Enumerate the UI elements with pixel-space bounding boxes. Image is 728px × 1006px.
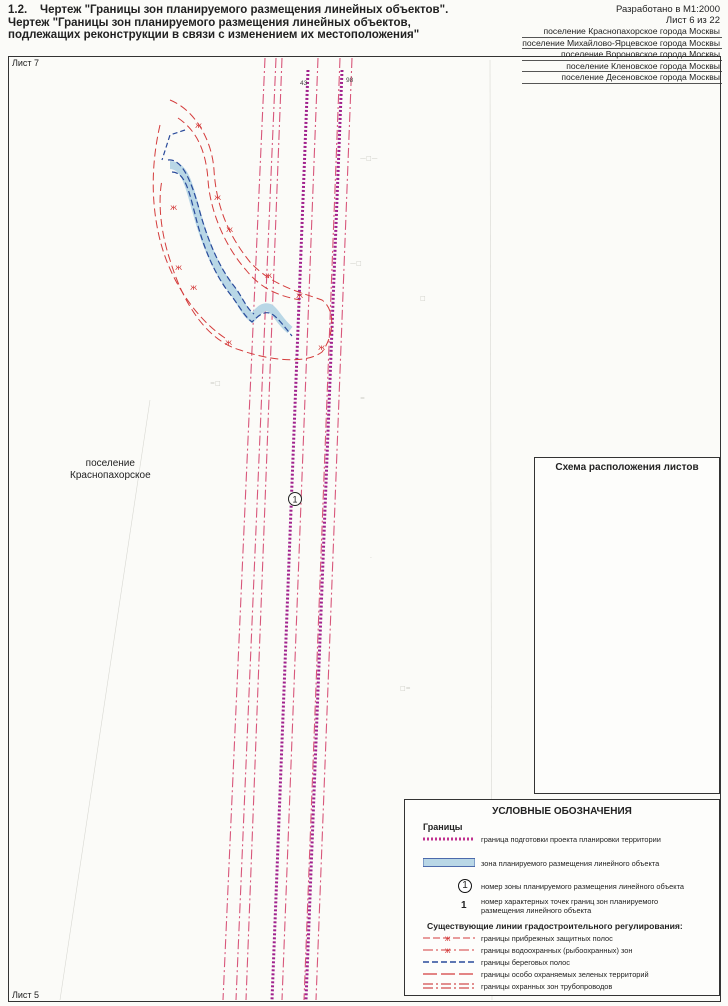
- settlement-label-line1: поселение: [85, 458, 135, 469]
- sheet-number: Лист 6 из 22: [665, 15, 720, 26]
- legend-item-green: границы особо охраняемых зеленых территорий: [481, 970, 649, 979]
- legend-item-waterzone: границы водоохранных (рыбоохранных) зон: [481, 946, 633, 955]
- title-line-1: Чертеж "Границы зон планируемого размещения линейных объектов".: [40, 4, 449, 16]
- svg-text:=□: =□: [210, 380, 221, 387]
- settlement-label-line2: Краснопахорское: [70, 470, 151, 481]
- settlement-item: поселение Краснопахорское города Москвы: [522, 26, 722, 38]
- legend-item-protective: границы прибрежных защитных полос: [481, 934, 613, 943]
- pipeline-symbol: [423, 982, 475, 990]
- point-number-symbol: 1: [461, 900, 467, 911]
- svg-text:ж: ж: [296, 291, 304, 300]
- legend-item-boundary: граница подготовки проекта планировки территории: [481, 835, 661, 844]
- svg-text:·: ·: [370, 555, 372, 562]
- svg-text:ж: ж: [214, 193, 222, 202]
- svg-text:ж: ж: [445, 946, 451, 954]
- legend-boundaries-heading: Границы: [423, 822, 463, 832]
- settlement-item: поселение Вороновское города Москвы: [522, 49, 722, 61]
- legend-item-point-2: размещения линейного объекта: [481, 906, 592, 915]
- developed-label: Разработано в: [615, 4, 681, 15]
- title-line-2: Чертеж "Границы зон планируемого размещения линейных объектов,: [8, 17, 411, 29]
- legend: [404, 799, 720, 996]
- svg-text:—□—: —□—: [360, 155, 378, 162]
- svg-text:=: =: [360, 395, 366, 402]
- svg-text:□: □: [420, 295, 426, 302]
- waterzone-symbol: [423, 946, 475, 954]
- scale-label: М1:2000: [683, 4, 720, 15]
- shore-line-top: [162, 130, 185, 160]
- svg-text:ж: ж: [225, 338, 233, 347]
- sheet-top-label: Лист 7: [12, 58, 40, 68]
- legend-item-pipeline: границы охранных зон трубопроводов: [481, 982, 613, 991]
- boundary-symbol: [423, 835, 475, 843]
- sheet-layout-inset: [534, 457, 720, 794]
- shore-symbol: [423, 958, 475, 966]
- svg-text:ж: ж: [226, 225, 234, 234]
- project-boundary: [272, 70, 342, 1000]
- svg-text:ж: ж: [170, 203, 178, 212]
- point-label-98: 98: [346, 77, 354, 84]
- legend-regulation-heading: Существующие линии градостроительного регулирования:: [427, 921, 683, 931]
- svg-text:—□: —□: [350, 260, 362, 267]
- settlement-item: поселение Михайлово-Ярцевское города Москвы: [522, 37, 720, 48]
- svg-text:□=: □=: [400, 685, 411, 692]
- svg-text:ж: ж: [265, 271, 273, 280]
- settlement-item: поселение Кленовское города Москвы: [522, 61, 722, 73]
- svg-text:ж: ж: [175, 263, 183, 272]
- background-marks: [210, 155, 426, 692]
- legend-item-shore: границы береговых полос: [481, 958, 570, 967]
- zone-band: [170, 165, 290, 330]
- zone-number: 1: [292, 494, 298, 505]
- sheet-bottom-label: Лист 5: [12, 990, 40, 1000]
- zone-number-symbol-text: 1: [462, 880, 468, 891]
- legend-item-zone-number: номер зоны планируемого размещения линейного объекта: [481, 882, 684, 891]
- legend-item-zone: зона планируемого размещения линейного объекта: [481, 859, 660, 868]
- svg-text:ж: ж: [190, 283, 198, 292]
- corridor-lines: [223, 58, 352, 1000]
- legend-item-point-1: номер характерных точек границ зон планируемого: [481, 897, 659, 906]
- green-territory-symbol: [423, 970, 475, 978]
- zone-fill-symbol: [423, 858, 475, 867]
- title-line-3: подлежащих реконструкции в связи с изменением их местоположения": [8, 29, 420, 41]
- settlement-item: поселение Десеновское города Москвы: [522, 72, 722, 84]
- svg-text:ж: ж: [318, 343, 326, 352]
- legend-title: УСЛОВНЫЕ ОБОЗНАЧЕНИЯ: [492, 806, 632, 817]
- point-label-43: 43: [300, 80, 308, 87]
- protective-symbol: [423, 934, 475, 942]
- section-number: 1.2.: [8, 4, 28, 16]
- inset-title: Схема расположения листов: [555, 462, 699, 473]
- shore-line-left: [168, 160, 254, 314]
- svg-text:ж: ж: [445, 934, 451, 942]
- settlement-label: [70, 458, 151, 482]
- svg-text:ж: ж: [195, 121, 203, 130]
